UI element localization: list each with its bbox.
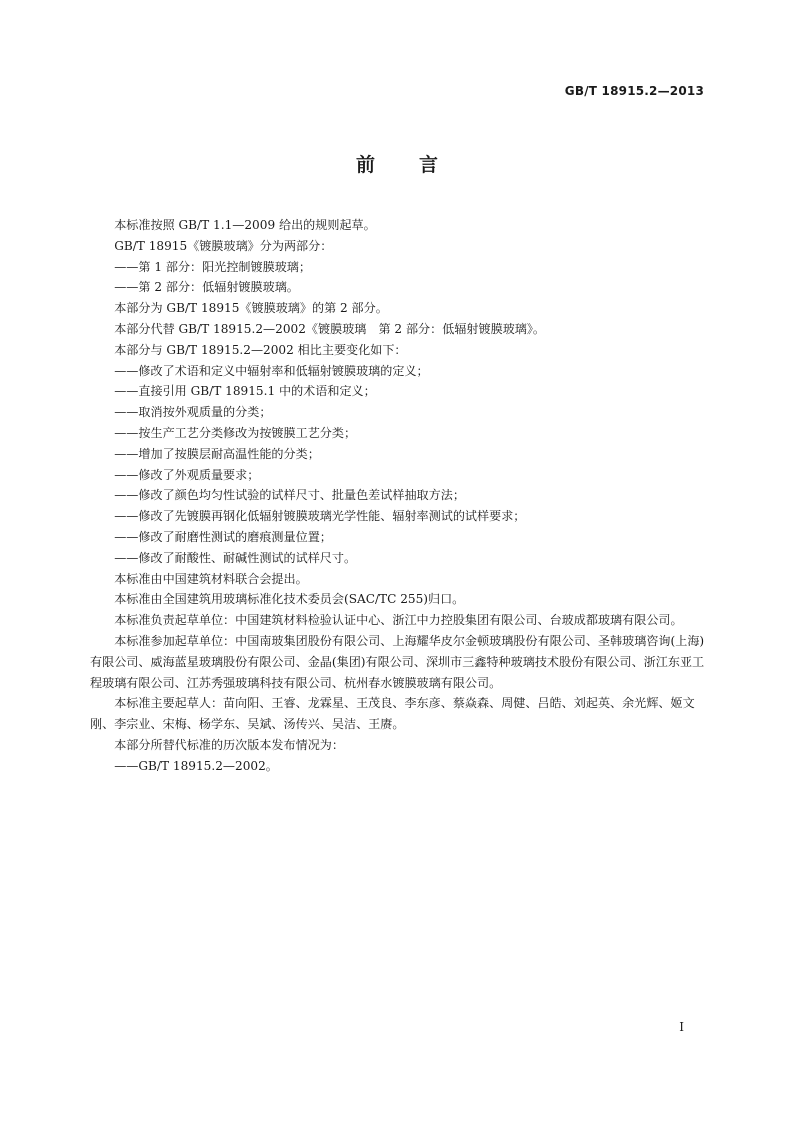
paragraph: 本部分与 GB/T 18915.2—2002 相比主要变化如下： <box>114 342 407 357</box>
paragraph-participating-units: 本标准参加起草单位：中国南玻集团股份有限公司、上海耀华皮尔金顿玻璃股份有限公司、圣韩玻璃咨询(上海)有限公司、威海蓝星玻璃股份有限公司、金晶(集团)有限公司、深圳市三鑫特种玻璃技术股份有限公司、浙江东亚工程玻璃有限公司、江苏秀强玻璃科技有限公司、杭州春水镀膜玻璃有限公司。 <box>90 633 705 690</box>
paragraph: GB/T 18915《镀膜玻璃》分为两部分： <box>114 238 333 253</box>
list-item: ——修改了耐酸性、耐碱性测试的试样尺寸。 <box>114 550 357 565</box>
paragraph: 本部分所替代标准的历次版本发布情况为： <box>114 737 344 752</box>
list-item: ——取消按外观质量的分类； <box>114 405 272 420</box>
page-number: I <box>679 1020 684 1034</box>
list-item: ——增加了按膜层耐高温性能的分类； <box>114 446 320 461</box>
paragraph-drafting-units: 本标准负责起草单位：中国建筑材料检验认证中心、浙江中力控股集团有限公司、台玻成都玻璃有限公司。 <box>114 613 683 628</box>
paragraph: 本标准由全国建筑用玻璃标准化技术委员会(SAC/TC 255)归口。 <box>114 592 465 607</box>
standard-code: GB/T 18915.2—2013 <box>564 84 704 98</box>
page-title <box>0 150 794 177</box>
paragraph: 本标准由中国建筑材料联合会提出。 <box>114 571 308 586</box>
paragraph: 本部分代替 GB/T 18915.2—2002《镀膜玻璃 第 2 部分：低辐射镀膜玻璃》。 <box>114 321 546 336</box>
list-item: ——修改了耐磨性测试的磨痕测量位置； <box>114 529 332 544</box>
list-item: ——修改了外观质量要求； <box>114 467 260 482</box>
paragraph-drafters: 本标准主要起草人：苗向阳、王睿、龙霖星、王茂良、李东彦、蔡焱森、周健、吕皓、刘起英、余光辉、姬文刚、李宗业、宋梅、杨学东、吴斌、汤传兴、吴洁、王赓。 <box>90 696 695 732</box>
paragraph: 本部分为 GB/T 18915《镀膜玻璃》的第 2 部分。 <box>114 301 388 316</box>
list-item: ——第 1 部分：阳光控制镀膜玻璃； <box>114 259 311 274</box>
list-item: ——修改了先镀膜再钢化低辐射镀膜玻璃光学性能、辐射率测试的试样要求； <box>114 509 526 524</box>
list-item: ——修改了颜色均匀性试验的试样尺寸、批量色差试样抽取方法； <box>114 488 465 503</box>
title-char-2: 言 <box>419 154 439 176</box>
list-item: ——按生产工艺分类修改为按镀膜工艺分类； <box>114 425 357 440</box>
title-char-1: 前 <box>355 154 375 176</box>
paragraph: 本标准按照 GB/T 1.1—2009 给出的规则起草。 <box>114 218 376 232</box>
list-item: ——直接引用 GB/T 18915.1 中的术语和定义； <box>114 384 376 399</box>
list-item: ——第 2 部分：低辐射镀膜玻璃。 <box>114 280 299 295</box>
list-item: ——修改了术语和定义中辐射率和低辐射镀膜玻璃的定义； <box>114 363 429 378</box>
foreword-body <box>90 215 706 777</box>
list-item: ——GB/T 18915.2—2002。 <box>114 758 278 773</box>
